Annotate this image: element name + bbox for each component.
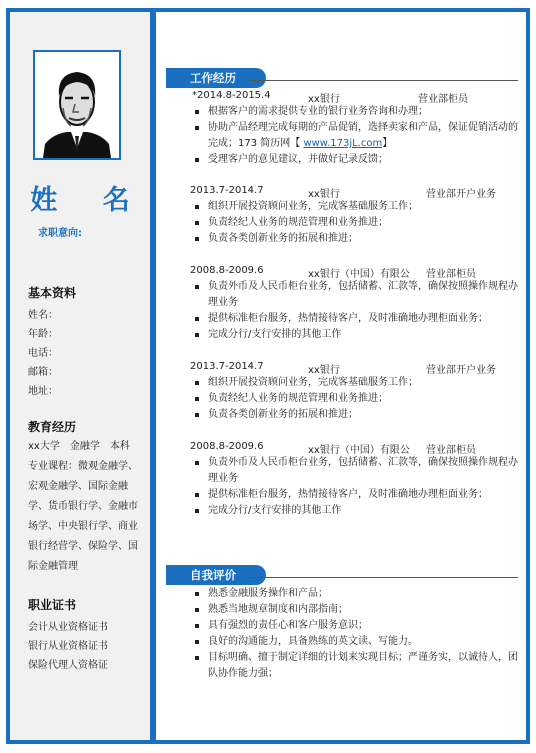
work-experience-header: 工作经历: [166, 68, 266, 88]
job-company: xx银行: [308, 94, 340, 105]
self-eval-item: 良好的沟通能力，具备熟练的英文读、写能力。: [190, 634, 520, 650]
self-eval-item: 熟悉当地规章制度和内部指南；: [190, 602, 520, 618]
job-bullet: 完成分行/支行安排的其他工作: [190, 503, 520, 519]
job-bullet: 负责经纪人业务的规范管理和业务推进；: [190, 391, 520, 407]
job-company: xx银行: [308, 189, 340, 200]
job-position: 营业部开户业务: [426, 365, 496, 376]
job-bullet: 组织开展投资顾问业务，完成客基础服务工作；: [190, 199, 520, 215]
job-bullet: 受理客户的意见建议，并做好记录反馈；: [190, 152, 520, 168]
job-date: 2008.8-2009.6: [190, 265, 264, 276]
job-bullet: 负责外币及人民币柜台业务，包括储蓄、汇款等，确保按照操作规程办理业务: [190, 279, 520, 311]
section-rule: [250, 80, 518, 81]
job-bullet: 提供标准柜台服务，热情接待客户，及时准确地办理柜面业务；: [190, 311, 520, 327]
self-eval-item: 熟悉金融服务操作和产品；: [190, 586, 520, 602]
certificates-title: 职业证书: [28, 598, 77, 612]
education-text: xx大学 金融学 本科 专业课程：微观金融学、宏观金融学、国际金融学、货币银行学、金融市场学、中央银行学、商业银行经营学、保险学、国际金融管理: [28, 441, 138, 572]
basic-field-phone: 电话：: [28, 348, 58, 359]
job-bullet: 协助产品经理完成每期的产品促销，选择卖家和产品，保证促销活动的完成；173 简历网【 www.173jL.com】: [190, 120, 520, 152]
cert-item: 银行从业资格证书: [28, 641, 108, 652]
job-position: 营业部柜员: [426, 269, 476, 280]
job-date: 2008.8-2009.6: [190, 441, 264, 452]
job-company: xx银行（中国）有限公: [308, 269, 410, 280]
job-entry: [190, 90, 520, 168]
job-bullet: 负责外币及人民币柜台业务，包括储蓄、汇款等，确保按照操作规程办理业务: [190, 455, 520, 487]
job-bullet: 负责各类创新业务的拓展和推进；: [190, 231, 520, 247]
candidate-name: 姓 名: [30, 185, 148, 216]
job-position: 营业部开户业务: [426, 189, 496, 200]
portrait-image: [35, 52, 119, 158]
job-entry: [190, 185, 520, 247]
job-date: 2013.7-2014.7: [190, 185, 264, 196]
basic-field-email: 邮箱：: [28, 367, 58, 378]
job-date: *2014.8-2015.4: [192, 90, 271, 101]
basic-field-name: 姓名：: [28, 310, 58, 321]
job-bullet: 根据客户的需求提供专业的银行业务咨询和办理；: [190, 104, 520, 120]
self-eval-item: 目标明确、擅于制定详细的计划来实现目标；严谨务实，以诚待人，团队协作能力强；: [190, 650, 520, 682]
job-entry: [190, 265, 520, 343]
self-eval-item: 具有强烈的责任心和客户服务意识；: [190, 618, 520, 634]
education-title: 教育经历: [28, 420, 77, 434]
basic-info-title: 基本资料: [28, 286, 77, 300]
section-rule: [250, 577, 518, 578]
website-link[interactable]: www.173jL.com: [303, 138, 383, 149]
job-date: 2013.7-2014.7: [190, 361, 264, 372]
self-evaluation-list: [190, 586, 520, 682]
job-bullet: 完成分行/支行安排的其他工作: [190, 327, 520, 343]
job-position: 营业部柜员: [426, 445, 476, 456]
job-intent-label: 求职意向:: [38, 228, 82, 239]
self-evaluation-header: 自我评价: [166, 565, 266, 585]
basic-field-age: 年龄：: [28, 329, 58, 340]
job-bullet: 提供标准柜台服务，热情接待客户，及时准确地办理柜面业务；: [190, 487, 520, 503]
job-company: xx银行（中国）有限公: [308, 445, 410, 456]
job-bullet: 负责各类创新业务的拓展和推进；: [190, 407, 520, 423]
job-entry: [190, 361, 520, 423]
basic-field-address: 地址：: [28, 386, 58, 397]
profile-photo: [33, 50, 121, 160]
cert-item: 会计从业资格证书: [28, 622, 108, 633]
divider-bar: [150, 12, 156, 740]
job-bullet: 组织开展投资顾问业务，完成客基础服务工作；: [190, 375, 520, 391]
job-company: xx银行: [308, 365, 340, 376]
cert-item: 保险代理人资格证: [28, 660, 108, 671]
job-position: 营业部柜员: [418, 94, 468, 105]
job-bullet: 负责经纪人业务的规范管理和业务推进；: [190, 215, 520, 231]
job-entry: [190, 441, 520, 519]
